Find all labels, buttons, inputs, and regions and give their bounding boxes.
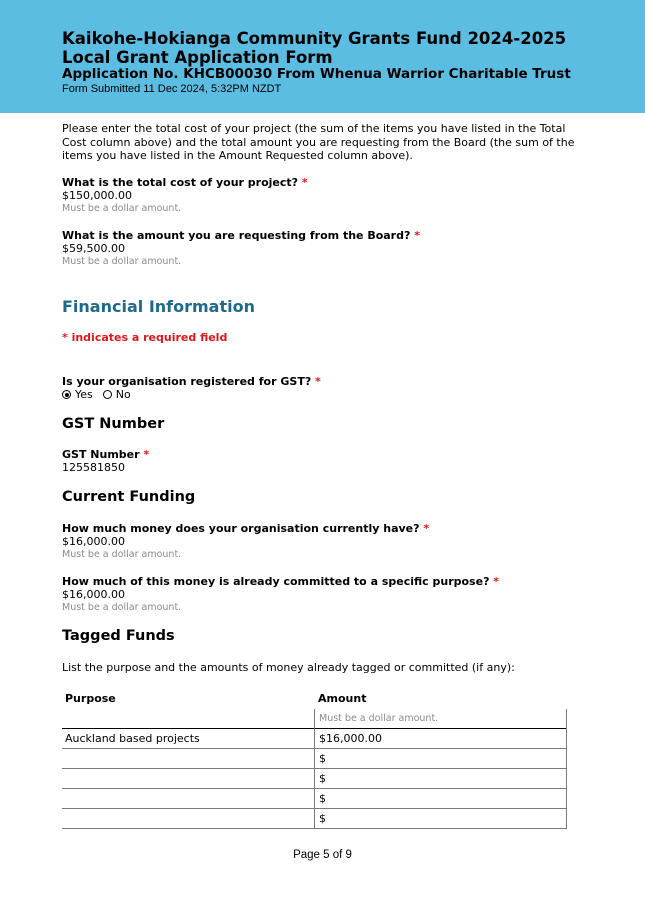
amount-cell	[314, 749, 567, 769]
table-row	[62, 809, 567, 829]
page-number: Page 5 of 9	[293, 849, 352, 861]
column-header-purpose: Purpose	[65, 692, 116, 705]
submitted-timestamp: Form Submitted 11 Dec 2024, 5:32PM NZDT	[62, 83, 282, 95]
requesting-label: What is the amount you are requesting from the Board? *	[62, 229, 420, 242]
requesting-value: $59,500.00	[62, 242, 125, 255]
required-asterisk: *	[301, 176, 308, 189]
amount-value: $16,000.00	[319, 732, 382, 745]
gst-no-radio[interactable]	[103, 390, 112, 399]
form-title: Local Grant Application Form	[62, 48, 333, 67]
purpose-cell: Auckland based projects	[65, 732, 200, 745]
column-header-amount: Amount	[318, 692, 367, 705]
gst-no-label: No	[115, 388, 131, 401]
required-asterisk: *	[414, 229, 420, 242]
amount-cell	[314, 789, 567, 809]
amount-cell	[314, 769, 567, 789]
required-asterisk: *	[493, 575, 500, 588]
gst-yes-label: Yes	[75, 388, 93, 401]
amount-cell	[314, 809, 567, 829]
current-money-value: $16,000.00	[62, 535, 125, 548]
required-asterisk: *	[423, 522, 430, 535]
fund-title: Kaikohe-Hokianga Community Grants Fund 2024-2025	[62, 29, 567, 48]
form-header	[0, 0, 645, 113]
current-funding-section-title: Current Funding	[62, 489, 196, 505]
gst-radio-group	[62, 388, 141, 401]
table-header	[62, 689, 567, 709]
amount-value: $	[319, 792, 326, 805]
table-row	[62, 729, 567, 749]
amount-value: $	[319, 752, 326, 765]
application-number: Application No. KHCB00030 From Whenua Warrior Charitable Trust	[62, 66, 571, 82]
intro-text: Please enter the total cost of your project (the sum of the items you have listed in the Total Cost column above) and the total amount you are requesting from the Board (the sum of the items you have listed in the Amount Requested column above).	[62, 122, 575, 162]
tagged-funds-description: List the purpose and the amounts of money already tagged or committed (if any):	[62, 661, 515, 674]
committed-money-value: $16,000.00	[62, 588, 125, 601]
table-row	[62, 749, 567, 769]
tagged-funds-table	[62, 689, 567, 829]
committed-money-hint: Must be a dollar amount.	[62, 602, 182, 613]
gst-yes-radio[interactable]	[62, 390, 71, 399]
current-money-label: How much money does your organisation currently have? *	[62, 522, 430, 535]
amount-hint-cell	[314, 709, 567, 729]
amount-value: $	[319, 812, 326, 825]
table-row	[62, 769, 567, 789]
total-cost-value: $150,000.00	[62, 189, 132, 202]
total-cost-label: What is the total cost of your project? *	[62, 176, 308, 189]
amount-cell	[314, 729, 567, 749]
gst-number-value: 125581850	[62, 461, 125, 474]
amount-hint: Must be a dollar amount.	[319, 713, 439, 724]
table-hint-row	[62, 709, 567, 729]
gst-number-label: GST Number *	[62, 448, 150, 461]
required-asterisk: *	[315, 375, 321, 388]
current-money-hint: Must be a dollar amount.	[62, 549, 182, 560]
amount-value: $	[319, 772, 326, 785]
gst-number-section-title: GST Number	[62, 416, 165, 432]
gst-question: Is your organisation registered for GST? *	[62, 375, 321, 388]
total-cost-hint: Must be a dollar amount.	[62, 203, 182, 214]
financial-section-title: Financial Information	[62, 297, 255, 316]
tagged-funds-section-title: Tagged Funds	[62, 628, 175, 644]
required-field-note: * indicates a required field	[62, 331, 228, 344]
table-row	[62, 789, 567, 809]
committed-money-label: How much of this money is already committed to a specific purpose? *	[62, 575, 500, 588]
requesting-hint: Must be a dollar amount.	[62, 256, 182, 267]
required-asterisk: *	[143, 448, 150, 461]
